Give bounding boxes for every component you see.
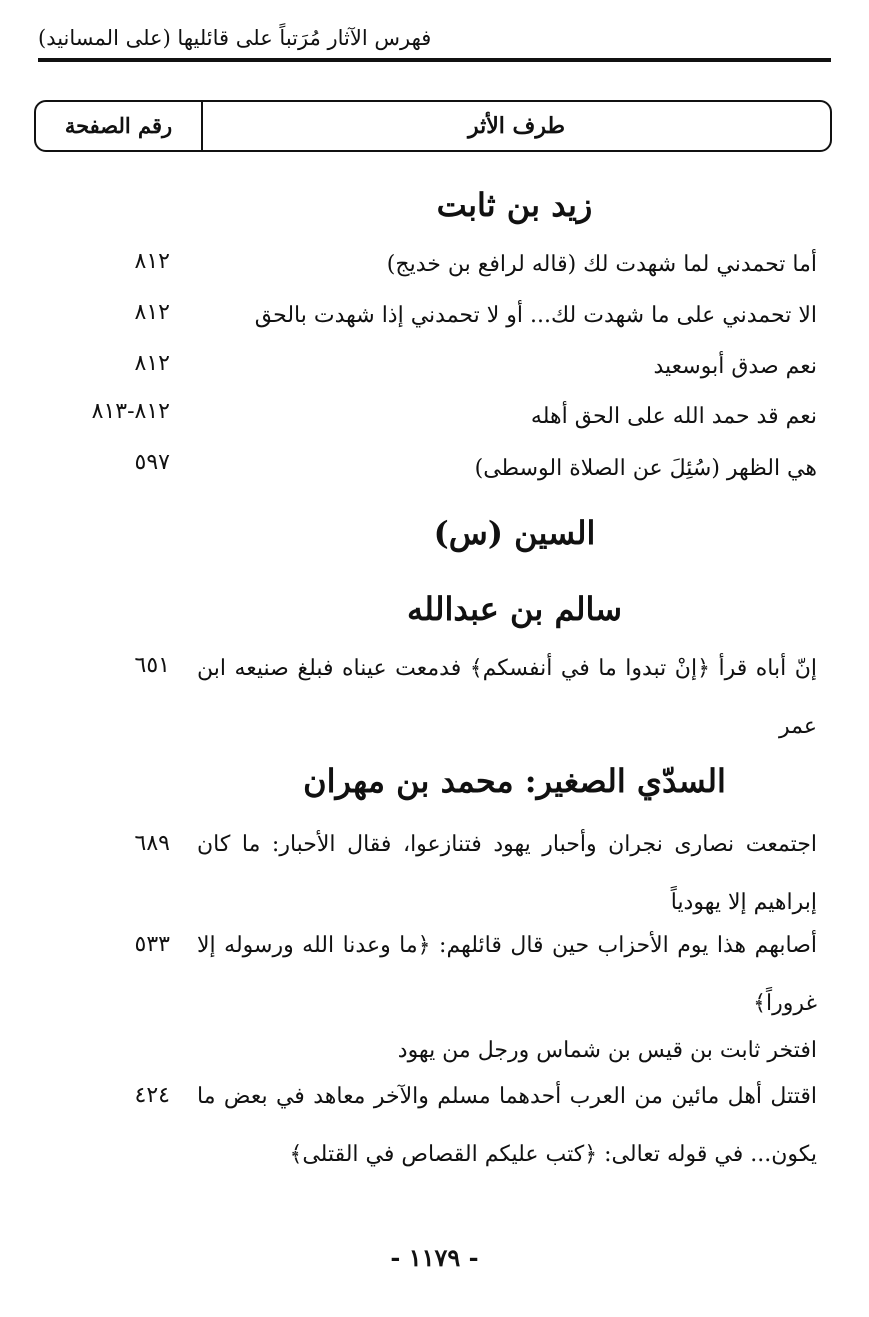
entry-text: افتخر ثابت بن قيس بن شماس ورجل من يهود <box>397 1038 817 1063</box>
entry-page: ٥٣٣ <box>134 932 170 957</box>
entry-text: الا تحمدني على ما شهدت لك... أو لا تحمدني إذا شهدت بالحق <box>254 303 817 328</box>
entry-page: ٥٩٧ <box>134 450 170 475</box>
page-column-header: رقم الصفحة <box>36 102 203 150</box>
section-heading: السين (س) <box>433 514 596 552</box>
section-heading: سالم بن عبدالله <box>406 590 623 628</box>
section-heading: السدّي الصغير: محمد بن مهران <box>303 762 726 800</box>
entry-page: ٨١٢ <box>134 300 170 325</box>
table-header <box>34 100 832 152</box>
entry-text: أما تحمدني لما شهدت لك (قاله لرافع بن خديج) <box>386 252 817 277</box>
entry-text: نعم صدق أبوسعيد <box>653 354 817 379</box>
entry-text: أصابهم هذا يوم الأحزاب حين قال قائلهم: ﴿ما وعدنا الله ورسوله إلا غروراً﴾ <box>197 933 817 1016</box>
section-heading: زيد بن ثابت <box>436 186 593 224</box>
entry-page: ٤٢٤ <box>134 1083 170 1108</box>
entry-page: ٨١٢ <box>134 351 170 376</box>
entry-text: اجتمعت نصارى نجران وأحبار يهود فتنازعوا، فقال الأحبار: ما كان إبراهيم إلا يهودياً <box>197 832 818 915</box>
entry-page: ٦٥١ <box>134 653 170 678</box>
entry-page: ٦٨٩ <box>134 831 170 856</box>
running-title: فهرس الآثار مُرَتباً على قائليها (على المسانيد) <box>38 26 432 50</box>
page-number: - ١١٧٩ - <box>390 1243 479 1272</box>
entry-page: ٨١٢ <box>134 249 170 274</box>
entry-text: إنّ أباه قرأ ﴿إنْ تبدوا ما في أنفسكم﴾ فدمعت عيناه فبلغ صنيعه ابن عمر <box>197 656 817 739</box>
running-header <box>38 14 831 62</box>
entry-page: ٨١٢-٨١٣ <box>91 399 170 424</box>
entry-text: اقتتل أهل مائين من العرب أحدهما مسلم والآخر معاهد في بعض ما يكون... في قوله تعالى: ﴿كتب عليكم القصاص في القتلى﴾ <box>197 1084 817 1167</box>
entry-text: نعم قد حمد الله على الحق أهله <box>530 404 817 429</box>
entry-text: هي الظهر (سُئِلَ عن الصلاة الوسطى) <box>474 456 817 481</box>
text-column-header: طرف الأثر <box>467 113 566 139</box>
